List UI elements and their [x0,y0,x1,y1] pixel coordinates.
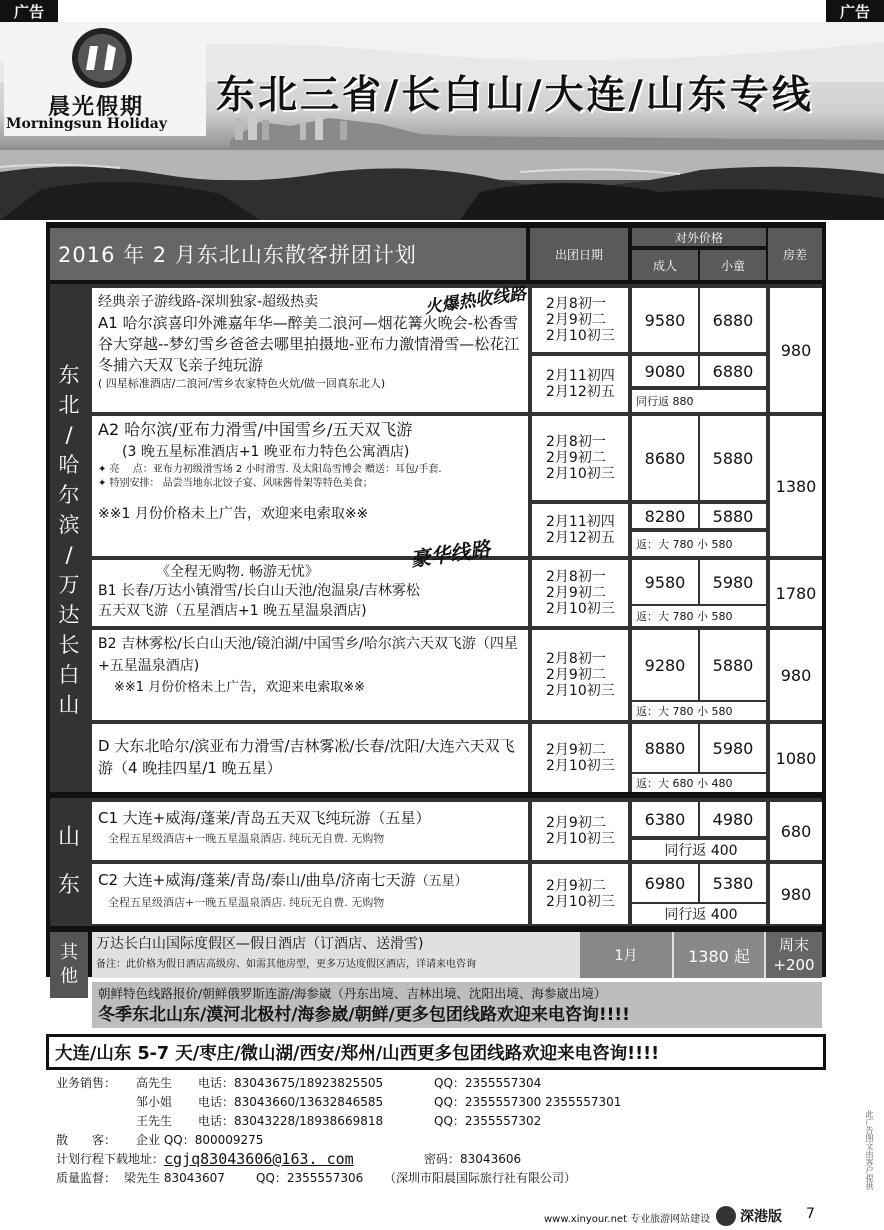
a1-child-2: 6880 [700,356,766,386]
a1-tagline: 经典亲子游线路-深圳独家-超级热卖 [98,294,319,310]
b1-title2: 五天双飞游 [98,603,168,619]
c1-note: 同行返 400 [632,840,766,860]
c1-dates [532,802,628,860]
brand-name-cn: 晨光假期 [48,95,145,120]
date: 2月8初一 [546,569,606,585]
category-shandong [50,800,88,924]
korea-line1: 朝鲜特色线路报价/朝鲜俄罗斯连游/海参崴（丹东出境、吉林出境、沈阳出境、海参崴出境） [98,986,607,1001]
contact-name: 高先生 [136,1076,173,1090]
c1-child: 4980 [700,802,766,836]
c1-sub: 全程五星级酒店+一晚五星温泉酒店. 纯玩无自费. 无购物 [108,832,385,845]
quality-qq: QQ：2355557306 [256,1171,364,1185]
banner-title: 东北三省/长白山/大连/山东专线 [216,73,814,118]
date: 2月10初三 [546,466,615,482]
qq-label: QQ： [434,1076,465,1090]
date: 2月8初一 [546,296,606,312]
a1-dates-2 [532,356,628,412]
cat-char: 哈 [58,453,80,477]
a2-note: 返：大 780 小 580 [632,532,766,556]
tel-label: 电话： [198,1076,235,1090]
tel-label: 电话： [198,1095,235,1109]
promo-text: 大连/山东 5-7 天/枣庄/微山湖/西安/郑州/山西更多包团线路欢迎来电咨询!!!! [49,1037,823,1067]
b2-child: 5880 [700,630,766,700]
c2-room: 980 [770,864,822,924]
col-child-header: 小童 [700,250,766,280]
date: 2月9初二 [546,585,606,601]
b2-adult: 9280 [632,630,698,700]
route-c1 [92,802,528,860]
b1-title: B1 长春/万达小镇滑雪/长白山天池/泡温泉/吉林雾松 [98,583,420,599]
c1-title: C1 大连+威海/蓬莱/青岛五天双飞纯玩游（五星） [98,809,431,827]
b2-notice: ※※1 月份价格未上广告，欢迎来电索取※※ [114,680,365,695]
b1-adult: 9580 [632,560,698,604]
b2-room: 980 [770,630,822,720]
a2-dates-2 [532,504,628,556]
c2-note: 同行返 400 [632,904,766,924]
company-name: （深圳市阳晨国际旅行社有限公司） [384,1171,577,1185]
cat-char: 山 [58,693,80,717]
cat-char: 他 [60,966,78,987]
col-date-header: 出团日期 [530,228,628,280]
c2-dates [532,864,628,924]
date: 2月12初五 [546,384,615,400]
quality-label: 质量监督： [56,1171,117,1185]
ad-label-left: 广告 [0,0,58,22]
a1-note: 同行返 880 [632,390,766,412]
a1-hotel: ( 四星标准酒店/二浪河/雪乡农家特色火炕/做一回真东北人) [98,377,386,390]
date: 2月9初二 [546,742,606,758]
brand-logo [4,24,206,136]
stamp-luxury-route: 豪华线路 [408,536,492,572]
download-label: 计划行程下载地址： [56,1152,165,1166]
retail-value: 企业 QQ：800009275 [136,1133,264,1147]
cat-char: 白 [58,663,80,687]
a1-desc: A1 哈尔滨喜印外滩嘉年华—醉美二浪河—烟花篝火晚会-松香雪谷大穿越--梦幻雪乡爸爸去哪里拍摄地-亚布力激情滑雪—松花江冬捕六天双飞亲子纯玩游 [98,314,520,374]
stamp-hot-route: 火爆热收线路 [423,283,528,318]
cat-char: 北 [58,393,80,417]
date: 2月9初二 [546,667,606,683]
korea-line2: 冬季东北山东/漠河北极村/海参崴/朝鲜/更多包团线路欢迎来电咨询!!!! [98,1005,630,1025]
footer-edition: 深港版 [740,1209,782,1225]
retail-label: 散 客： [56,1133,117,1147]
a1-child-1: 6880 [700,288,766,352]
date: 2月9初二 [546,450,606,466]
ad-label-right: 广告 [826,0,884,22]
footer-emblem-icon [716,1206,736,1226]
date: 2月10初三 [546,758,615,774]
route-d [92,724,528,792]
date: 2月10初三 [546,683,615,699]
contact-name: 王先生 [136,1114,173,1128]
other-month: 1月 [580,932,672,978]
b2-note: 返：大 780 小 580 [632,702,766,720]
b2-desc: B2 吉林雾松/长白山天池/镜泊湖/中国雪乡/哈尔滨六天双飞游（四星+五星温泉酒店) [98,636,518,674]
col-room-header: 房差 [768,228,822,280]
col-price-header: 对外价格 [632,228,766,246]
b1-child: 5980 [700,560,766,604]
qq-label: QQ： [434,1095,465,1109]
date: 2月10初三 [546,328,615,344]
cat-char: / [65,543,73,567]
route-c2 [92,864,528,924]
date: 2月11初四 [546,514,615,530]
date: 2月8初一 [546,434,606,450]
contact-qq: 2355557302 [464,1114,542,1128]
a2-adult-1: 8680 [632,416,698,500]
a2-notice: ※※1 月份价格未上广告，欢迎来电索取※※ [98,506,369,522]
category-other [50,932,88,998]
date: 2月9初二 [546,878,606,894]
route-b2 [92,630,528,720]
download-link[interactable]: cgjq83043606@163. com [164,1150,354,1168]
b1-dates [532,560,628,626]
other-weekend: 周末 +200 [766,932,822,978]
a2-dates-1 [532,416,628,500]
date: 2月9初二 [546,815,606,831]
footer-page: 7 [806,1206,815,1222]
b1-note: 返：大 780 小 580 [632,606,766,626]
pwd-value: 83043606 [460,1152,522,1166]
brand-name-en: Morningsun Holiday [6,116,167,132]
cat-char: 东 [57,873,80,898]
date: 2月10初三 [546,894,615,910]
date: 2月10初三 [546,601,615,617]
a2-adult-2: 8280 [632,504,698,528]
d-child: 5980 [700,724,766,772]
b1-hotel: （五星酒店+1 晚五星温泉酒店) [168,603,367,619]
c2-sub: 全程五星级酒店+一晚五星温泉酒店. 纯玩无自费. 无购物 [108,896,385,909]
a1-dates-1 [532,288,628,352]
c2-title-suffix: （五星） [415,874,468,889]
date: 2月11初四 [546,368,615,384]
cat-char: 滨 [58,513,80,537]
cat-char: 长 [58,633,80,657]
date: 2月12初五 [546,530,615,546]
tel-label: 电话： [198,1114,235,1128]
c1-room: 680 [770,802,822,860]
date: 2月10初三 [546,831,615,847]
route-b1 [92,560,528,626]
a2-title: A2 哈尔滨/亚布力滑雪/中国雪乡/五天双飞游 [98,420,413,439]
a1-adult-1: 9580 [632,288,698,352]
cat-char: 达 [58,603,80,627]
footer-site: www.xinyour.net 专业旅游网站建设 [544,1214,711,1225]
c2-title: C2 大连+威海/蓬莱/青岛/泰山/曲阜/济南七天游 [98,871,416,889]
contact-tel: 83043675/18923825505 [234,1076,384,1090]
footer-side-note: 此广告图文由客户提供 [865,1110,874,1190]
a2-child-1: 5880 [700,416,766,500]
c2-adult: 6980 [632,864,698,902]
d-adult: 8880 [632,724,698,772]
contact-qq: 2355557300 2355557301 [464,1095,622,1109]
pwd-label: 密码： [424,1152,461,1166]
a1-room: 980 [770,288,822,412]
sales-label: 业务销售： [56,1076,117,1090]
d-note: 返：大 680 小 480 [632,774,766,792]
a2-highlight: ✦ 亮 点：亚布力初级滑雪场 2 小时滑雪. 及太阳岛雪博会 赠送：耳包/手套. [98,464,442,475]
cat-char: 万 [58,573,80,597]
b1-tagline: 《全程无购物. 畅游无忧》 [156,564,319,580]
a2-child-2: 5880 [700,504,766,528]
cat-char: 山 [57,825,80,850]
cat-char: 东 [58,363,80,387]
b1-room: 1780 [770,560,822,626]
table-title: 2016 年 2 月东北山东散客拼团计划 [50,228,526,280]
date: 2月8初一 [546,651,606,667]
qq-label: QQ： [434,1114,465,1128]
d-desc: D 大东北哈尔/滨亚布力滑雪/吉林雾凇/长春/沈阳/大连六天双飞游（4 晚挂四星/1 晚五星） [98,737,515,777]
b2-dates [532,630,628,720]
d-dates [532,724,628,792]
contacts [56,1074,836,1188]
other-remark: 备注：此价格为假日酒店高级房、如需其他房型，更多万达度假区酒店，详请来电咨询 [96,959,476,970]
d-room: 1080 [770,724,822,792]
category-dongbei [50,310,88,770]
a2-special: ✦ 特别安排： 品尝当地东北饺子宴、风味酱骨架等特色美食； [98,478,373,489]
a2-hotel: (3 晚五星标准酒店+1 晚亚布力特色公寓酒店) [122,444,410,460]
a1-adult-2: 9080 [632,356,698,386]
c1-adult: 6380 [632,802,698,836]
c2-child: 5380 [700,864,766,902]
quality-value: 梁先生 83043607 [124,1171,225,1185]
other-price: 1380 起 [674,932,764,978]
contact-tel: 83043228/18938669818 [234,1114,384,1128]
a2-room: 1380 [770,416,822,556]
cat-char: 尔 [58,483,80,507]
contact-tel: 83043660/13632846585 [234,1095,384,1109]
cat-char: / [65,423,73,447]
promo-frame [46,1034,826,1070]
other-title: 万达长白山国际度假区—假日酒店（订酒店、送滑雪) [96,936,424,952]
contact-qq: 2355557304 [464,1076,542,1090]
cat-char: 其 [60,942,78,963]
col-adult-header: 成人 [632,250,698,280]
contact-name: 邹小姐 [136,1095,173,1109]
date: 2月9初二 [546,312,606,328]
